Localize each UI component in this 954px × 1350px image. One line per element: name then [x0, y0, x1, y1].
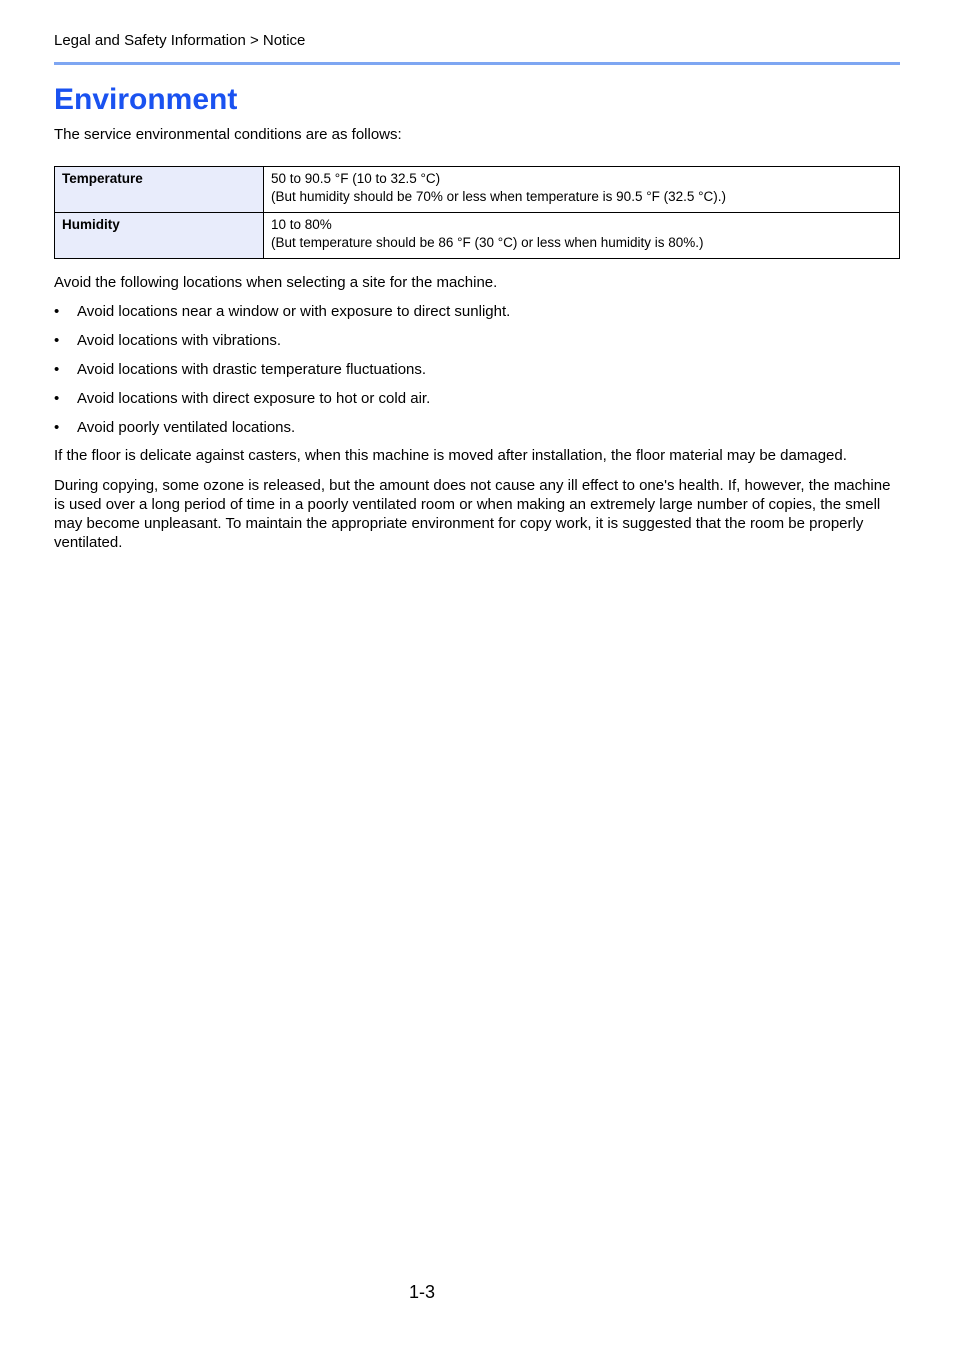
condition-note: (But temperature should be 86 °F (30 °C) or less when humidity is 80%.) [271, 235, 704, 250]
condition-value-cell [264, 167, 900, 213]
condition-note: (But humidity should be 70% or less when temperature is 90.5 °F (32.5 °C).) [271, 189, 727, 204]
list-item-text: Avoid locations with direct exposure to hot or cold air. [77, 390, 431, 407]
table-row [55, 167, 900, 213]
list-item [54, 361, 510, 390]
list-item-text: Avoid locations with vibrations. [77, 332, 281, 349]
condition-label-cell [55, 167, 264, 213]
bullet-icon: • [54, 303, 60, 320]
conditions-table [54, 166, 900, 259]
condition-label: Temperature [62, 171, 143, 186]
condition-value: 10 to 80% [271, 217, 332, 232]
floor-note: If the floor is delicate against casters, when this machine is moved after installation, the floor material may be damaged. [54, 447, 847, 464]
bullet-icon: • [54, 332, 60, 349]
list-item [54, 390, 510, 419]
list-item [54, 303, 510, 332]
bullet-icon: • [54, 390, 60, 407]
list-item-text: Avoid locations with drastic temperature fluctuations. [77, 361, 427, 378]
list-item [54, 419, 510, 448]
bullet-icon: • [54, 419, 60, 436]
header-rule [54, 62, 900, 65]
avoid-intro-text: Avoid the following locations when selecting a site for the machine. [54, 274, 498, 291]
ozone-note: During copying, some ozone is released, but the amount does not cause any ill effect to one's health. If, however, the machine is used over a long period of time in a poorly ventilated room or when making an extremely large number of copies, the smell may become unpleasant. To maintain the appropriate environment for copy work, it is suggested that the room be properly ventilated. [54, 477, 891, 551]
avoid-list [54, 303, 510, 448]
list-item-text: Avoid poorly ventilated locations. [77, 419, 296, 436]
page-number: 1-3 [409, 1282, 436, 1302]
condition-value: 50 to 90.5 °F (10 to 32.5 °C) [271, 171, 441, 186]
condition-label-cell [55, 213, 264, 259]
condition-label: Humidity [62, 217, 120, 232]
list-item-text: Avoid locations near a window or with exposure to direct sunlight. [77, 303, 511, 320]
breadcrumb: Legal and Safety Information > Notice [54, 32, 306, 49]
list-item [54, 332, 510, 361]
intro-text: The service environmental conditions are as follows: [54, 126, 402, 143]
table-row [55, 213, 900, 259]
condition-value-cell [264, 213, 900, 259]
bullet-icon: • [54, 361, 60, 378]
page-title: Environment [54, 83, 238, 116]
